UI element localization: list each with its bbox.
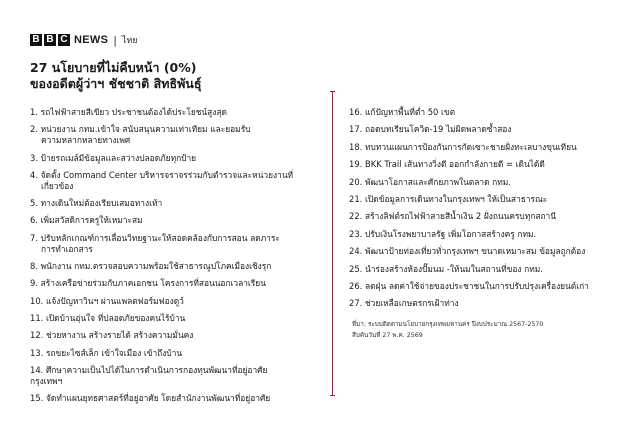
- bbc-logo-letter: B: [44, 34, 56, 46]
- policy-item-text: 2. หน่วยงาน กทม.เข้าใจ สนับสนุนความเท่าเทียม และยอมรับ: [30, 124, 251, 135]
- policy-item-text: 15. จัดทำแผนยุทธศาสตร์ที่อยู่อาศัย โดยสำนักงานพัฒนาที่อยู่อาศัย: [30, 393, 271, 404]
- header-separator: |: [113, 33, 117, 47]
- policy-item-text: 17. ถอดบทเรียนโควิด-19 ไม่ผิดพลาดซ้ำสอง: [349, 124, 512, 135]
- policy-item: [349, 142, 624, 153]
- policy-list-left: [30, 107, 295, 410]
- brand-news: NEWS: [74, 34, 109, 46]
- policy-item-text: 8. พนักงาน กทม.ตรวจสอบความพร้อมใช้สาธารณูปโภคเมืองเชิงรุก: [30, 261, 272, 272]
- policy-item: [349, 281, 624, 292]
- policy-item-text: 4. จัดตั้ง Command Center บริหารจราจรร่วมกับตำรวจและหน่วยงานที่: [30, 169, 294, 180]
- policy-item: [349, 298, 624, 309]
- bbc-logo-letter: C: [58, 34, 70, 46]
- policy-item: [349, 177, 624, 188]
- policy-item-text: 24. พัฒนาป้ายท่องเที่ยวทั่วกรุงเทพฯ ขนาดเหมาะสม ข้อมูลถูกต้อง: [349, 246, 586, 257]
- policy-item: [30, 278, 295, 289]
- policy-item: [349, 159, 624, 170]
- policy-item-text: 20. พัฒนาโอกาสและศักยภาพในตลาด กทม.: [349, 176, 511, 187]
- policy-item-text: 16. แก้ปัญหาพื้นที่ต่ำ 50 เขต: [349, 107, 456, 117]
- policy-item: [30, 170, 295, 192]
- policy-item: [30, 198, 295, 209]
- policy-item: [349, 124, 624, 135]
- bbc-logo[interactable]: [30, 34, 70, 46]
- policy-list-right: [349, 107, 624, 316]
- policy-item: [30, 365, 295, 387]
- policy-item-continuation: ความหลากหลายทางเพศ: [41, 135, 131, 146]
- policy-item-text: 13. รถขยะไซส์เล็ก เข้าใจเมือง เข้าถึงบ้าน: [30, 347, 183, 358]
- policy-item-text: 10. แจ้งปัญหาวินฯ ผ่านแพลตฟอร์มฟองดูว์: [30, 295, 184, 306]
- language-label: ไทย: [121, 36, 138, 46]
- policy-item: [349, 229, 624, 240]
- policy-item: [30, 124, 295, 146]
- policy-item-text: 26. ลดฝุ่น ลดค่าใช้จ่ายของประชาชนในการปรับปรุงเครื่องยนต์เก่า: [349, 280, 589, 291]
- bbc-logo-letter: B: [30, 34, 42, 46]
- policy-item-text: 9. สร้างเครือข่ายร่วมกับภาคเอกชน โครงการที่สอนนอกเวลาเรียน: [30, 278, 266, 289]
- policy-item-continuation: เกี่ยวข้อง: [41, 180, 74, 191]
- site-header: [30, 33, 138, 47]
- policy-item-text: 7. ปรับหลักเกณฑ์การเลื่อนวิทยฐานะให้สอดคล้องกับการสอน ลดภาระ: [30, 232, 280, 243]
- policy-item: [30, 296, 295, 307]
- page-title: [30, 60, 201, 92]
- policy-item: [30, 313, 295, 324]
- source-line-1: ที่มา: ระบบติดตามนโยบายกรุงเทพมหานคร ปีงบประมาณ 2567-2570: [352, 321, 544, 328]
- policy-item-text: 12. ช่วยหางาน สร้างรายได้ สร้างความมั่นคง: [30, 330, 194, 341]
- policy-item: [349, 246, 624, 257]
- source-line-2: สืบค้นวันที่ 27 พ.ค. 2569: [352, 332, 423, 339]
- policy-item: [30, 261, 295, 272]
- title-line-2: ของอดีตผู้ว่าฯ ชัชชาติ สิทธิพันธุ์: [30, 76, 202, 91]
- policy-item-text: 22. สร้างลิฟต์รถไฟฟ้าสายสีน้ำเงิน 2 ฝั่งถนนครบทุกสถานี: [349, 211, 556, 222]
- policy-item-continuation: การทำเอกสาร: [41, 243, 93, 254]
- policy-item-text: 6. เพิ่มสวัสดิการครูให้เหมาะสม: [30, 215, 143, 226]
- policy-item-text: 11. เปิดบ้านอุ่นใจ ที่ปลอดภัยของคนไร้บ้าน: [30, 312, 186, 323]
- policy-item: [30, 393, 295, 404]
- policy-item-text: 21. เปิดข้อมูลการเดินทางในกรุงเทพฯ ให้เป็นสาธารณะ: [349, 193, 548, 204]
- policy-item: [30, 233, 295, 255]
- policy-item-text: 19. BKK Trail เส้นทางวิ่งดี ออกกำลังกายดี = เดินได้ดี: [349, 159, 545, 170]
- policy-item: [349, 107, 624, 118]
- policy-item-text: 14. ศึกษาความเป็นไปได้ในการดำเนินการกองทุนพัฒนาที่อยู่อาศัยกรุงเทพฯ: [30, 364, 268, 386]
- policy-item-text: 27. ช่วยเหลือเกษตรกรเฝ้าท่าง: [349, 298, 459, 309]
- source-note: [352, 319, 543, 341]
- policy-item-text: 18. ทบทวนแผนการป้องกันการกัดเซาะชายฝั่งทะเลบางขุนเทียน: [349, 141, 577, 152]
- policy-item-text: 1. รถไฟฟ้าสายสีเขียว ประชาชนต้องได้ประโยชน์สูงสุด: [30, 107, 227, 117]
- policy-item: [30, 348, 295, 359]
- policy-item-text: 23. ปรับเงินโรงพยาบาลรัฐ เพิ่มโอกาสสร้างครู กทม.: [349, 228, 537, 239]
- policy-item-text: 3. ป้ายรถเมล์มีข้อมูลและสว่างปลอดภัยทุกป้าย: [30, 152, 197, 163]
- title-line-1: 27 นโยบายที่ไม่คืบหน้า (0%): [30, 60, 197, 75]
- policy-item: [349, 264, 624, 275]
- policy-item: [30, 107, 295, 118]
- column-divider: [332, 91, 333, 396]
- policy-item: [30, 153, 295, 164]
- policy-item: [30, 215, 295, 226]
- policy-item-text: 25. นำร่องสร้างห้องปั๊มนม -ให้นมในสถานที่ของ กทม.: [349, 263, 543, 274]
- policy-item-text: 5. ทางเดินใหม่ต้องเรียบเสมอทางเท้า: [30, 198, 163, 209]
- policy-item: [349, 211, 624, 222]
- policy-item: [349, 194, 624, 205]
- policy-item: [30, 330, 295, 341]
